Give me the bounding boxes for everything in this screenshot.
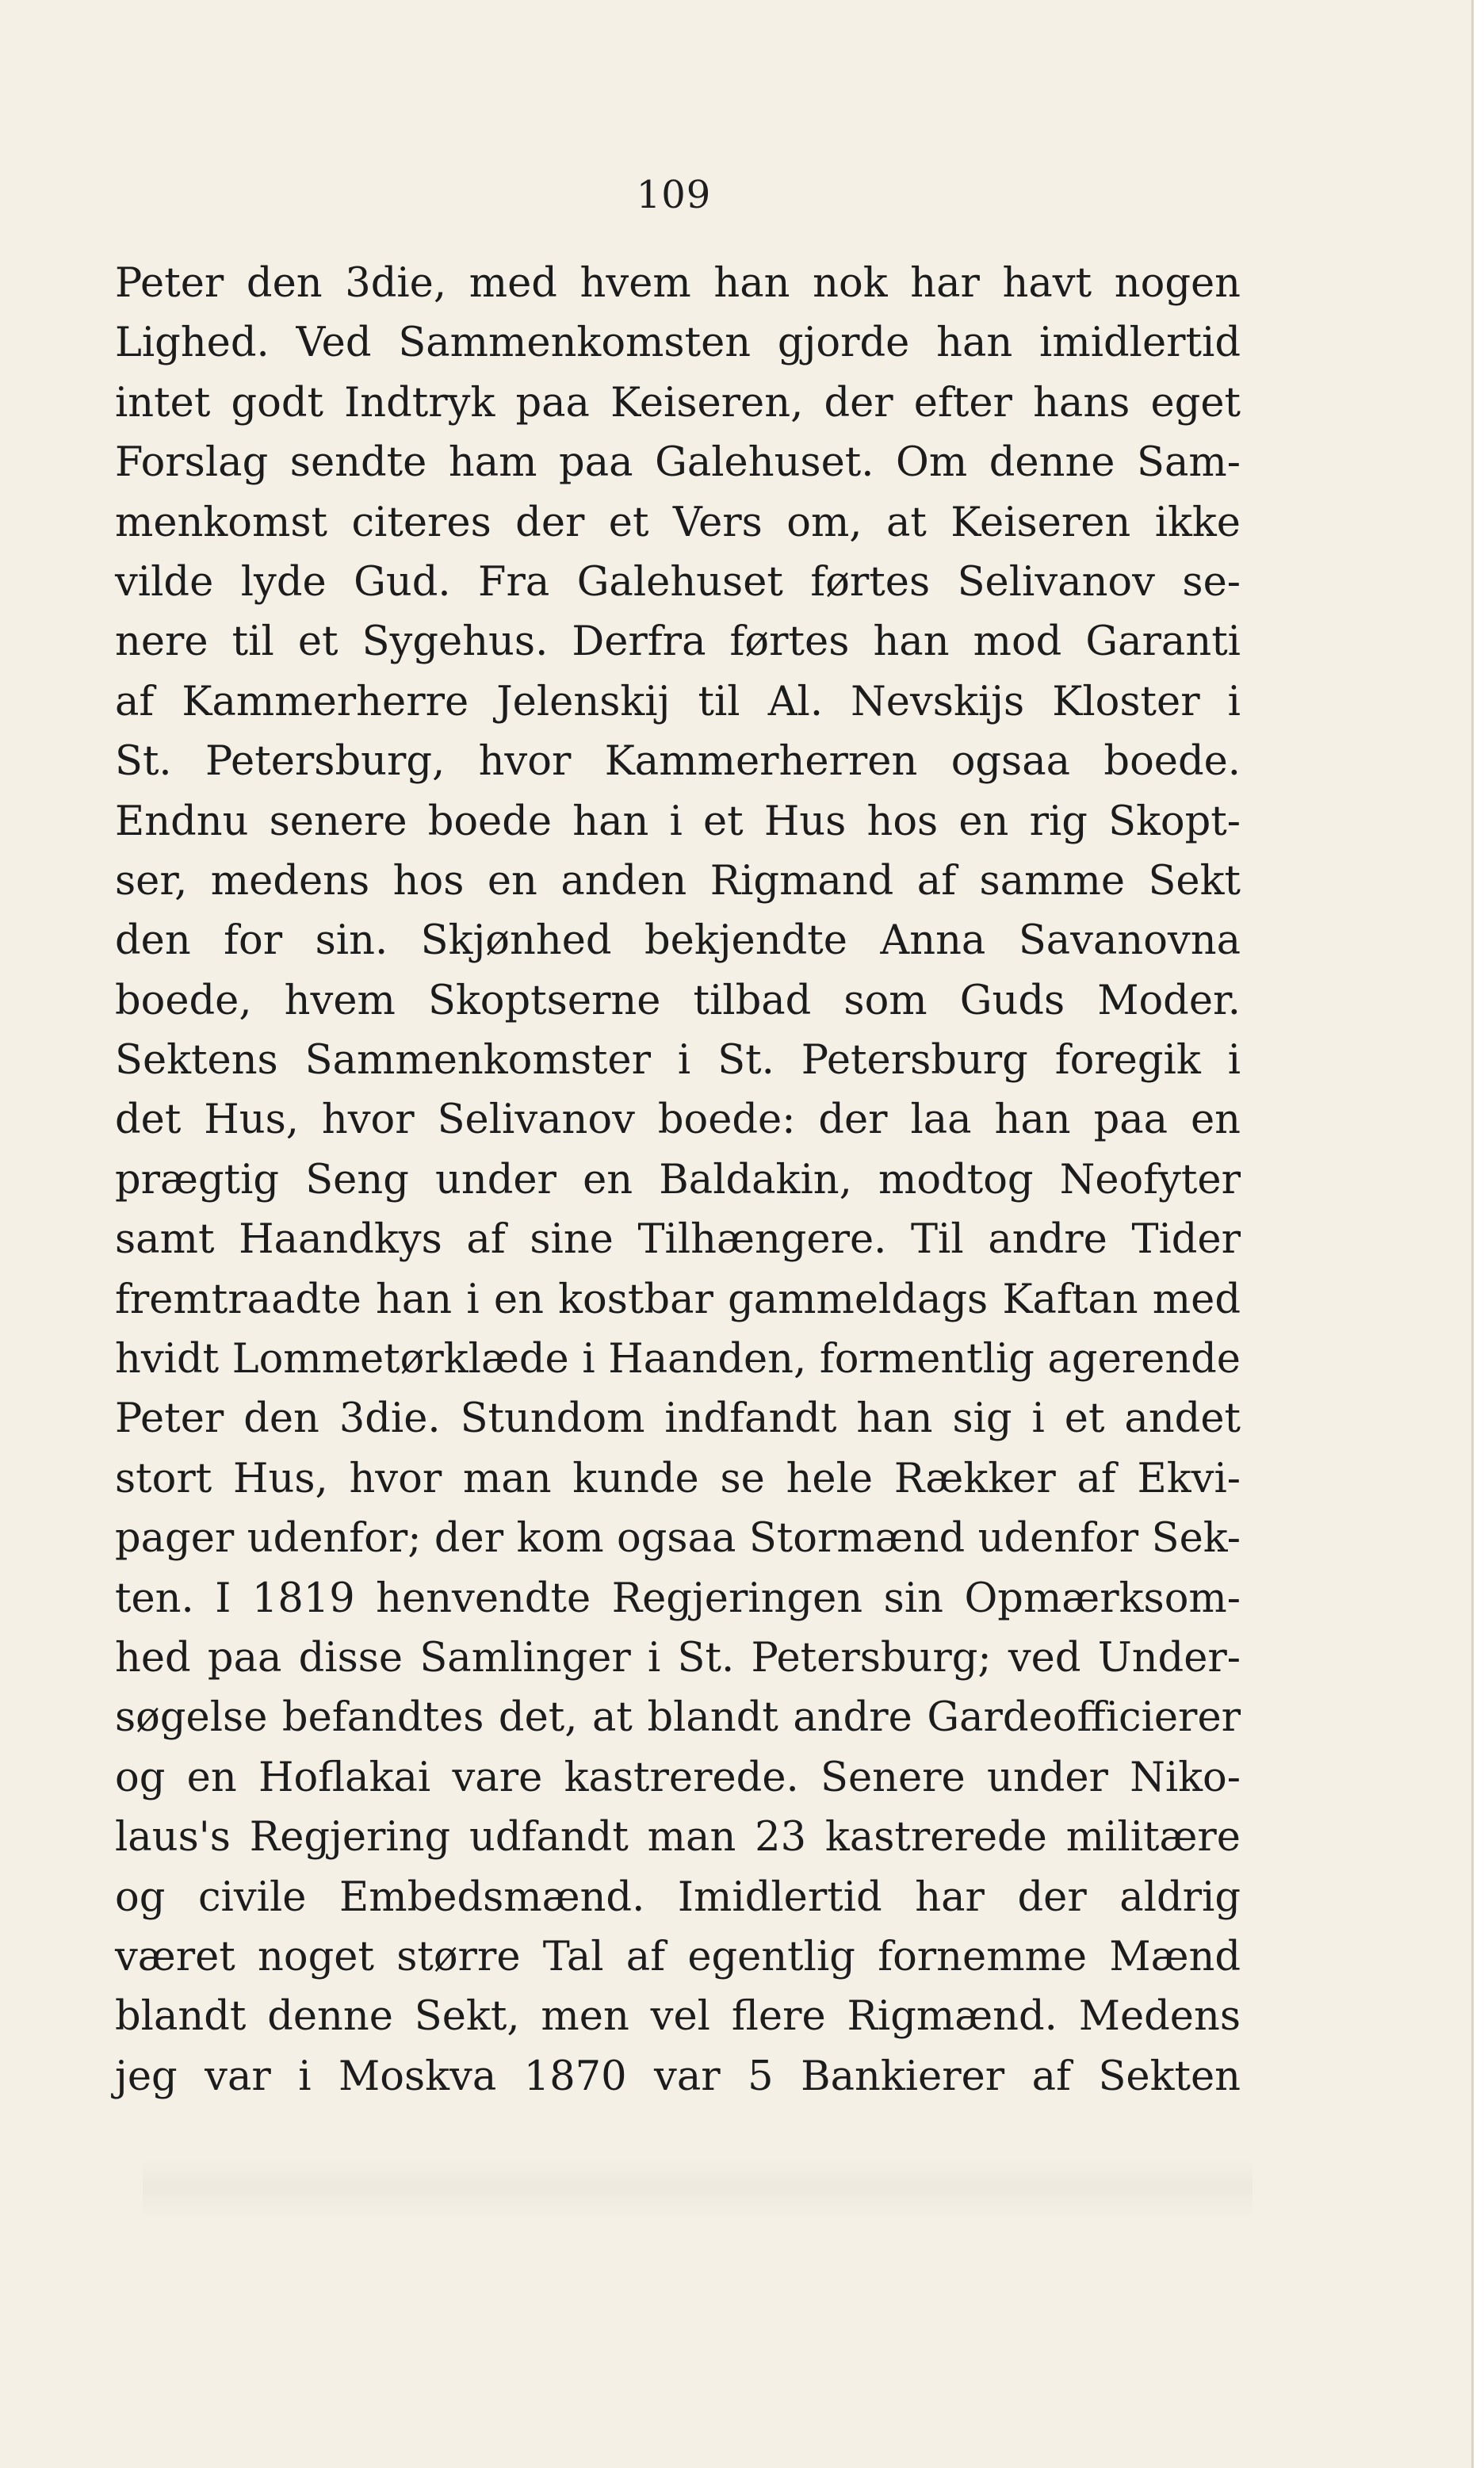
text-line: boede, hvem Skoptserne tilbad som Guds Moder. — [115, 977, 1241, 1024]
text-line: søgelse befandtes det, at blandt andre Gardeofficierer — [115, 1694, 1241, 1742]
bleed-through-shadow — [143, 2156, 1253, 2220]
text-line: Lighed. Ved Sammenkomsten gjorde han imidlertid — [115, 320, 1241, 367]
text-line: og civile Embedsmænd. Imidlertid har der aldrig — [115, 1873, 1241, 1921]
text-line: Forslag sendte ham paa Galehuset. Om denne Sam- — [115, 439, 1241, 487]
text-line: den for sin. Skjønhed bekjendte Anna Savanovna — [115, 917, 1241, 965]
text-line: laus's Regjering udfandt man 23 kastrerede militære — [115, 1814, 1241, 1862]
text-line: samt Haandkys af sine Tilhængere. Til andre Tider — [115, 1216, 1241, 1264]
text-line: menkomst citeres der et Vers om, at Keiseren ikke — [115, 499, 1241, 546]
text-line: St. Petersburg, hvor Kammerherren ogsaa boede. — [115, 738, 1241, 786]
text-line: prægtig Seng under en Baldakin, modtog Neofyter — [115, 1156, 1241, 1203]
text-line: ser, medens hos en anden Rigmand af samme Sekt — [115, 857, 1241, 905]
text-line: hvidt Lommetørklæde i Haanden, formentlig agerende — [115, 1336, 1241, 1383]
body-text — [115, 254, 1241, 2106]
text-line: været noget større Tal af egentlig fornemme Mænd — [115, 1933, 1241, 1980]
page-number: 109 — [636, 173, 712, 217]
text-line: jeg var i Moskva 1870 var 5 Bankierer af Sekten — [115, 2053, 1241, 2100]
text-line: Endnu senere boede han i et Hus hos en rig Skopt- — [115, 798, 1241, 845]
text-line: Peter den 3die, med hvem han nok har havt nogen — [115, 260, 1241, 307]
text-line: stort Hus, hvor man kunde se hele Rækker af Ekvi- — [115, 1455, 1241, 1502]
text-line: og en Hoflakai vare kastrerede. Senere under Niko- — [115, 1754, 1241, 1801]
text-line: hed paa disse Samlinger i St. Petersburg; ved Under- — [115, 1634, 1241, 1682]
text-line: Peter den 3die. Stundom indfandt han sig i et andet — [115, 1395, 1241, 1443]
text-line: fremtraadte han i en kostbar gammeldags Kaftan med — [115, 1276, 1241, 1323]
text-line: af Kammerherre Jelenskij til Al. Nevskijs Kloster i — [115, 678, 1241, 725]
text-line: ten. I 1819 henvendte Regjeringen sin Opmærksom- — [115, 1575, 1241, 1622]
text-line: Sektens Sammenkomster i St. Petersburg foregik i — [115, 1037, 1241, 1085]
text-line: det Hus, hvor Selivanov boede: der laa han paa en — [115, 1096, 1241, 1144]
text-line: vilde lyde Gud. Fra Galehuset førtes Selivanov se- — [115, 558, 1241, 606]
text-line: pager udenfor; der kom ogsaa Stormænd udenfor Sek- — [115, 1515, 1241, 1563]
text-line: nere til et Sygehus. Derfra førtes han mod Garanti — [115, 618, 1241, 666]
text-line: intet godt Indtryk paa Keiseren, der efter hans eget — [115, 379, 1241, 427]
text-line: blandt denne Sekt, men vel flere Rigmænd. Medens — [115, 1993, 1241, 2041]
